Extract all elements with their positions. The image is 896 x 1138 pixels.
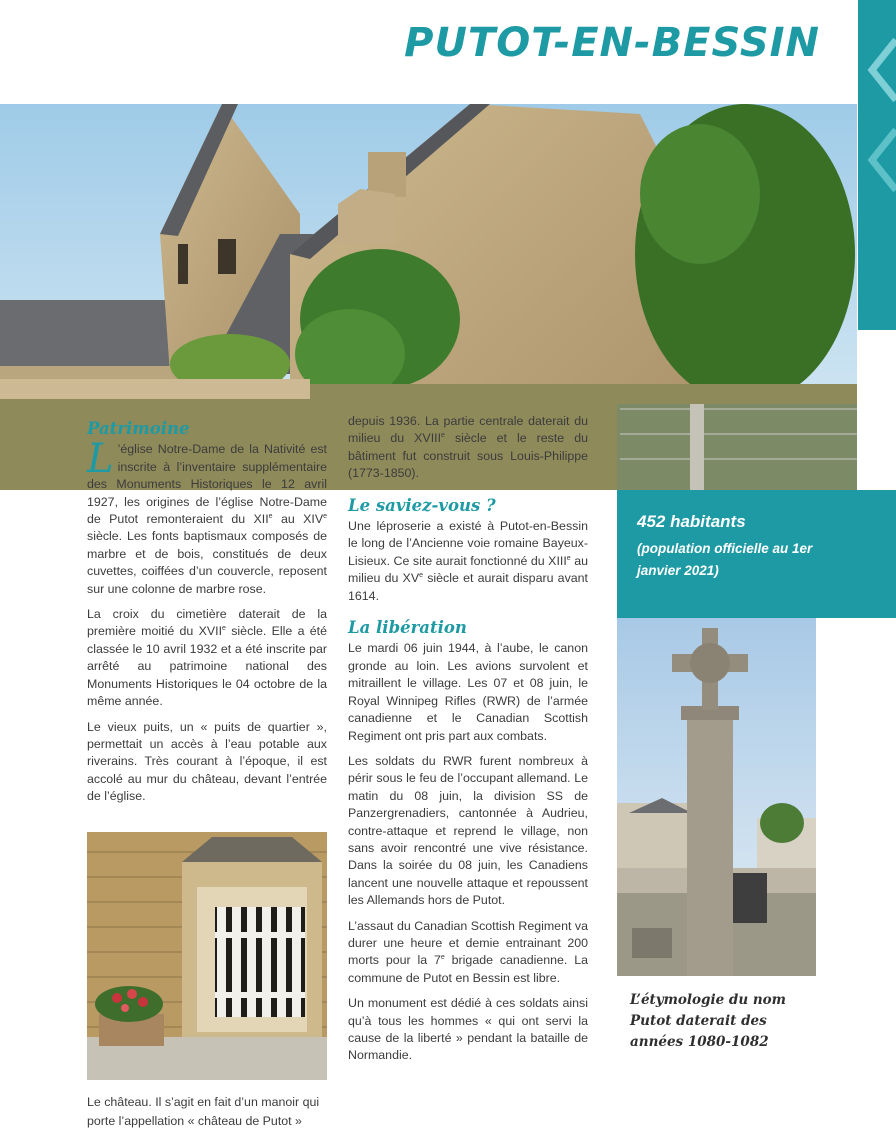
saviez-paragraph: Une léproserie a existé à Putot-en-Bessin le long de l’Ancienne voie romaine Bayeux-Lisieux. Ce site aurait fonctionné du XIIIe au milieu du XVe siècle et aurait disparu avant 1614. xyxy=(348,519,588,603)
chateau-well-photo xyxy=(87,832,327,1080)
cemetery-cross-photo xyxy=(617,618,816,976)
heading-saviez-vous: Le saviez-vous ? xyxy=(348,495,496,515)
column-middle xyxy=(348,413,588,1073)
corner-decoration xyxy=(858,0,896,330)
patrimoine-paragraph-3: Le vieux puits, un « puits de quartier », permettait un accès à l’eau potable aux riverains. Très courant à l’époque, il est accolé au mur du château, devant l’entrée de l’église. xyxy=(87,719,327,804)
patrimoine-paragraph-2: La croix du cimetière daterait de la première moitié du XVIIe siècle. Elle a été classée le 10 avril 1932 et a été inscrite par arrêté au patrimoine national des Monuments Historiques le 04 octobre de la même année. xyxy=(87,607,328,709)
liberation-paragraph-1: Le mardi 06 juin 1944, à l’aube, le canon gronde au loin. Les avions survolent et mitraillent le village. Les 07 et 08 juin, le Royal Winnipeg Rifles (RWR) de l’armée canadienne et le Canadian Scottish Regiment ont pris part aux combats. xyxy=(348,641,588,743)
chateau-continued-paragraph: depuis 1936. La partie centrale daterait du milieu du XVIIIe siècle et le reste du bâtiment fut construit sous Louis-Philippe (1773-1850). xyxy=(348,414,588,481)
heading-patrimoine: Patrimoine xyxy=(87,419,190,438)
drop-cap: L xyxy=(87,436,114,483)
etymology-caption: L’étymologie du nom Putot daterait des années 1080-1082 xyxy=(630,992,786,1050)
liberation-paragraph-3: L’assaut du Canadian Scottish Regiment va durer une heure et demie entrainant 200 morts pour la 7e brigade canadienne. La commune de Putot en Bessin est libre. xyxy=(348,918,589,985)
liberation-paragraph-2: Les soldats du RWR furent nombreux à périr sous le feu de l’occupant allemand. Le matin du 08 juin, la division SS de Panzergrenadiers, cantonnée à Audrieu, contre-attaque et reprend le village, non sans avoir rencontré une vive résistance. Dans la soirée du 08 juin, les Canadiens lancent une nouvelle attaque et repoussent les Allemands hors de Putot. xyxy=(348,753,588,908)
population-note: (population officielle au 1er janvier 2021) xyxy=(637,541,813,578)
liberation-paragraph-4: Un monument est dédié à ces soldats ainsi qu’à tous les hommes « qui ont servi la cause de la liberté » pendant la bataille de Normandie. xyxy=(348,996,588,1063)
heading-liberation: La libération xyxy=(348,618,467,638)
page-title: PUTOT-EN-BESSIN xyxy=(404,20,820,66)
chateau-caption: Le château. Il s’agit en fait d’un manoir qui porte l’appellation « château de Putot » xyxy=(87,1095,320,1128)
patrimoine-paragraph-1: L ’église Notre-Dame de la Nativité est inscrite à l’inventaire supplémentaire des Monuments Historiques le 12 avril 1927, les origines de l’église Notre-Dame de Putot remonteraient du XIIe au XIVe siècle. Les fonts baptismaux composés de marbre et de bois, constitués de deux cuvettes, coiffées d’un couvercle, reposent sur une colonne de marbre rose. xyxy=(87,436,327,596)
column-left xyxy=(87,420,327,814)
population-count: 452 habitants xyxy=(637,512,746,531)
